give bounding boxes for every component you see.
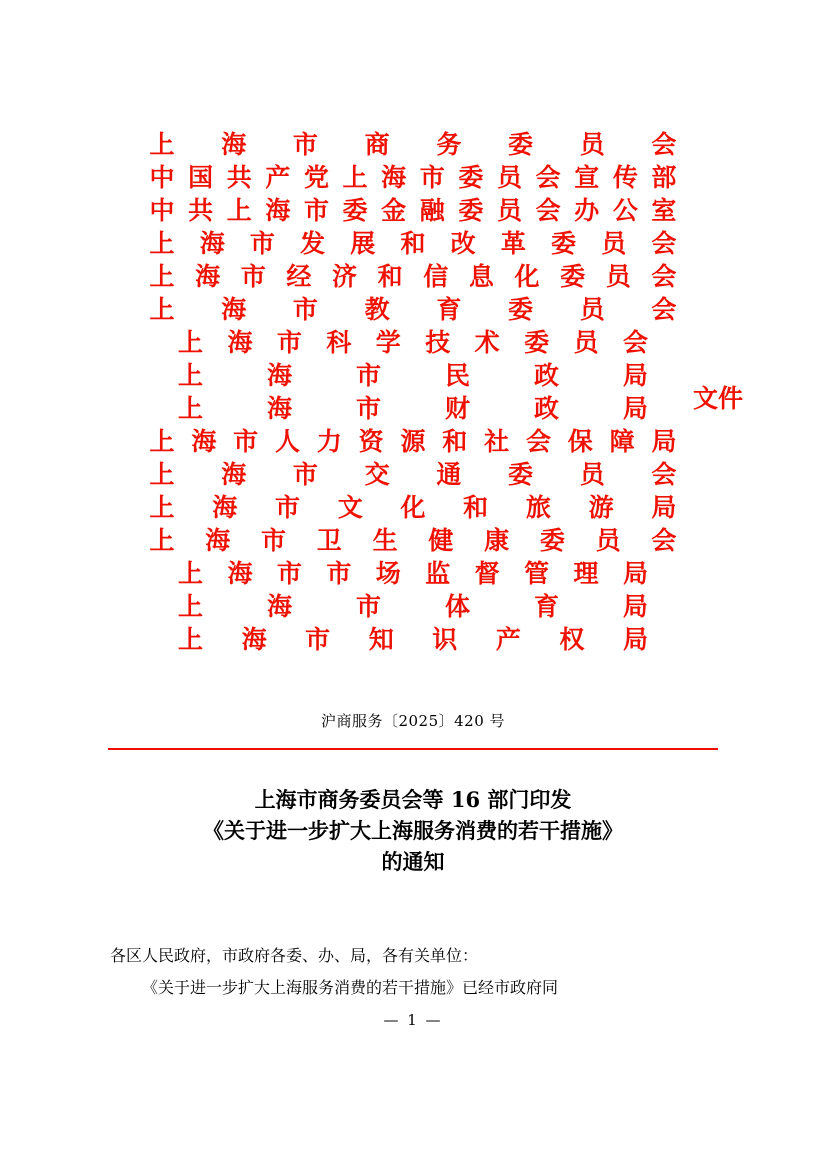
issuer-char: 委 [524,328,550,357]
issuer-char: 办 [574,196,600,225]
issuer-char: 游 [588,493,614,522]
issuer-char: 市 [276,559,302,588]
issuer-char: 管 [524,559,550,588]
issuer-char: 海 [212,493,238,522]
issuer-line [178,392,648,425]
issuer-char: 革 [500,229,526,258]
issuer-char: 育 [436,295,462,324]
issuer-char: 中 [149,196,175,225]
issuer-char: 市 [326,559,352,588]
issuer-char: 会 [651,262,677,291]
issuer-char: 会 [651,295,677,324]
issuer-char: 会 [535,196,561,225]
issuer-line [178,557,648,590]
issuer-char: 上 [178,394,204,423]
issuer-char: 员 [496,163,522,192]
issuer-char: 会 [651,460,677,489]
issuer-char: 市 [292,130,318,159]
issuer-char: 上 [149,229,175,258]
issuer-char: 委 [508,295,534,324]
issuer-line [150,425,677,458]
issuer-char: 委 [508,130,534,159]
page-title-line: 的通知 [381,849,445,874]
issuer-char: 市 [419,163,445,192]
issuer-char: 育 [533,592,559,621]
issuer-row [83,524,743,557]
issuer-char: 和 [442,427,468,456]
issuer-line [150,128,677,161]
issuer-char: 上 [149,526,175,555]
issuer-row [83,425,743,458]
issuer-char: 市 [233,427,259,456]
page-number: — 1 — [383,1011,443,1029]
issuer-line [150,524,677,557]
issuer-char: 文 [337,493,363,522]
issuer-char: 济 [332,262,358,291]
issuer-char: 市 [292,460,318,489]
issuer-char: 海 [266,394,292,423]
issuer-char: 旅 [525,493,551,522]
page-title-line: 《关于进一步扩大上海服务消费的若干措施》 [203,818,623,843]
issuer-char: 信 [423,262,449,291]
issuer-row [83,260,743,293]
masthead-inner [83,128,743,656]
issuer-char: 部 [651,163,677,192]
issuer-row [83,590,743,623]
body-paragraph: 《关于进一步扩大上海服务消费的若干措施》已经市政府同 [142,978,559,997]
issuer-char: 员 [605,262,631,291]
issuer-char: 局 [622,625,648,654]
issuer-char: 海 [195,262,221,291]
issuer-line [150,227,677,260]
issuer-char: 会 [535,163,561,192]
issuer-char: 上 [149,460,175,489]
issuer-char: 员 [579,130,605,159]
issuer-row [83,227,743,260]
issuer-char: 上 [178,592,204,621]
issuer-char: 公 [612,196,638,225]
issuer-char: 市 [276,328,302,357]
issuer-row [83,326,743,359]
issuer-char: 委 [551,229,577,258]
issuer-char: 海 [265,196,291,225]
issuer-line [150,260,677,293]
issuer-char: 市 [292,295,318,324]
issuer-char: 传 [612,163,638,192]
issuer-char: 展 [350,229,376,258]
issuer-char: 财 [444,394,470,423]
issuer-char: 员 [573,328,599,357]
issuer-char: 政 [533,394,559,423]
issuer-char: 海 [381,163,407,192]
issuer-char: 资 [358,427,384,456]
issuer-char: 员 [496,196,522,225]
issuer-char: 上 [178,328,204,357]
issuer-char: 理 [573,559,599,588]
issuer-char: 委 [458,196,484,225]
issuer-char: 识 [432,625,458,654]
issuer-char: 民 [444,361,470,390]
issuer-line [150,293,677,326]
issuer-char: 和 [377,262,403,291]
issuer-char: 上 [149,493,175,522]
issuer-char: 局 [622,361,648,390]
issuer-char: 海 [266,361,292,390]
issuer-char: 学 [375,328,401,357]
issuer-char: 科 [326,328,352,357]
issuer-char: 共 [188,196,214,225]
issuer-row [83,359,743,392]
issuer-char: 委 [458,163,484,192]
issuer-char: 党 [303,163,329,192]
issuer-char: 会 [651,526,677,555]
issuer-char: 局 [622,592,648,621]
issuer-char: 会 [525,427,551,456]
issuer-char: 委 [560,262,586,291]
issuer-row [83,491,743,524]
issuer-row [83,194,743,227]
document-number: 沪商服务〔2025〕420 号 [320,712,506,730]
issuer-row [83,293,743,326]
issuer-char: 海 [227,328,253,357]
issuer-line [178,359,648,392]
issuer-char: 市 [261,526,287,555]
issuer-char: 共 [226,163,252,192]
issuer-char: 局 [622,394,648,423]
issuer-char: 市 [274,493,300,522]
issuer-char: 和 [400,229,426,258]
issuer-char: 术 [474,328,500,357]
issuer-char: 市 [355,361,381,390]
issuer-char: 局 [651,493,677,522]
issuer-char: 海 [205,526,231,555]
issuer-char: 力 [316,427,342,456]
issuer-char: 改 [450,229,476,258]
issuer-row [83,128,743,161]
issuer-char: 融 [419,196,445,225]
issuer-char: 委 [539,526,565,555]
issuer-line [178,623,648,656]
issuer-char: 务 [436,130,462,159]
issuer-char: 监 [425,559,451,588]
issuer-char: 上 [178,559,204,588]
issuer-char: 发 [300,229,326,258]
issuer-char: 商 [364,130,390,159]
issuer-char: 上 [149,427,175,456]
issuer-char: 员 [579,460,605,489]
issuer-char: 金 [381,196,407,225]
issuer-char: 保 [567,427,593,456]
issuer-char: 国 [188,163,214,192]
issuer-char: 人 [274,427,300,456]
masthead [0,128,826,656]
page-title-line: 上海市商务委员会等 16 部门印发 [254,787,572,812]
issuer-row [83,623,743,656]
issuer-char: 政 [533,361,559,390]
issuer-char: 生 [372,526,398,555]
issuer-line [178,590,648,623]
issuer-char: 上 [149,262,175,291]
red-separator-rule [108,748,718,750]
issuer-char: 室 [651,196,677,225]
body-text [110,940,716,1004]
page-title [100,784,726,877]
issuer-line [150,491,677,524]
issuer-char: 宣 [574,163,600,192]
issuer-char: 中 [149,163,175,192]
issuer-char: 会 [651,130,677,159]
issuer-char: 源 [400,427,426,456]
issuer-char: 健 [428,526,454,555]
issuer-char: 海 [199,229,225,258]
issuer-char: 产 [495,625,521,654]
issuer-line [150,161,677,194]
issuer-char: 上 [149,130,175,159]
issuer-line [178,326,648,359]
issuer-char: 海 [191,427,217,456]
issuer-char: 上 [342,163,368,192]
issuer-char: 海 [266,592,292,621]
issuer-line [150,458,677,491]
issuer-char: 卫 [316,526,342,555]
issuer-char: 市 [355,592,381,621]
issuer-char: 知 [368,625,394,654]
issuer-char: 上 [149,295,175,324]
issuer-char: 康 [484,526,510,555]
issuer-char: 权 [559,625,585,654]
issuer-char: 市 [305,625,331,654]
issuer-char: 市 [303,196,329,225]
issuer-char: 上 [226,196,252,225]
issuer-char: 局 [622,559,648,588]
issuer-row [83,161,743,194]
issuer-char: 场 [375,559,401,588]
issuer-char: 障 [609,427,635,456]
issuer-char: 督 [474,559,500,588]
issuer-char: 员 [595,526,621,555]
issuer-row [83,557,743,590]
issuer-line [150,194,677,227]
issuer-char: 经 [286,262,312,291]
issuer-char: 员 [579,295,605,324]
issuer-char: 化 [400,493,426,522]
issuer-char: 会 [622,328,648,357]
issuer-char: 息 [468,262,494,291]
issuer-char: 海 [227,559,253,588]
issuer-char: 通 [436,460,462,489]
issuer-char: 市 [355,394,381,423]
issuer-char: 教 [364,295,390,324]
issuer-char: 化 [514,262,540,291]
issuer-char: 海 [241,625,267,654]
issuer-char: 海 [221,460,247,489]
issuer-char: 委 [508,460,534,489]
issuer-char: 员 [601,229,627,258]
issuer-char: 委 [342,196,368,225]
issuer-char: 市 [249,229,275,258]
issuer-char: 产 [265,163,291,192]
issuer-char: 和 [463,493,489,522]
issuer-row [83,458,743,491]
issuer-row [83,392,743,425]
issuer-char: 海 [221,295,247,324]
document-word-label: 文件 [692,384,743,413]
issuer-char: 技 [425,328,451,357]
issuer-char: 交 [364,460,390,489]
issuer-char: 局 [651,427,677,456]
issuer-char: 会 [651,229,677,258]
issuer-char: 上 [178,361,204,390]
issuer-char: 上 [178,625,204,654]
issuer-char: 体 [444,592,470,621]
issuer-char: 市 [240,262,266,291]
issuer-char: 社 [484,427,510,456]
salutation: 各区人民政府，市政府各委、办、局，各有关单位： [110,946,479,965]
issuer-char: 海 [221,130,247,159]
